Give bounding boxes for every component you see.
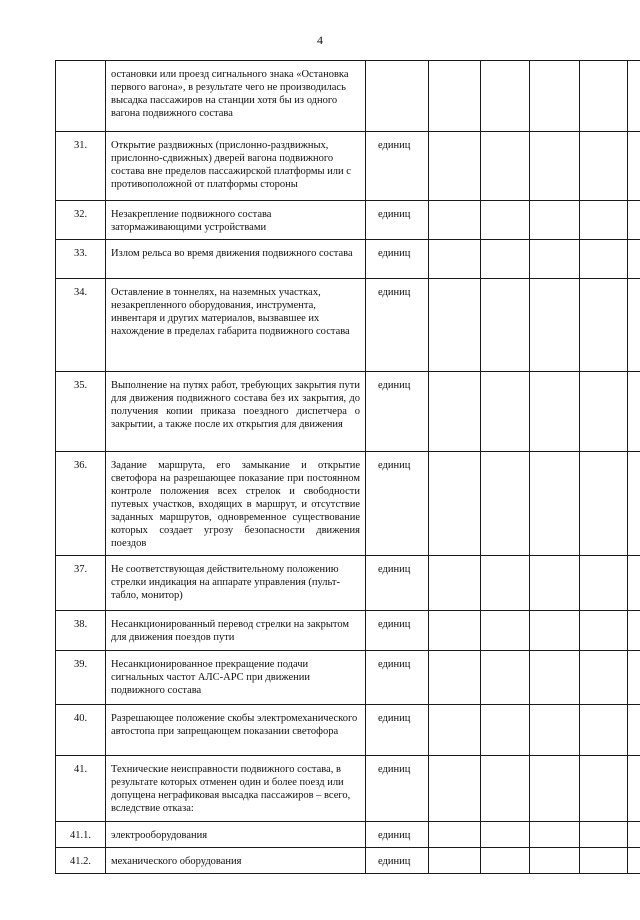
row-unit: единиц bbox=[366, 611, 429, 651]
empty-value-cell bbox=[530, 705, 580, 756]
row-number: 31. bbox=[56, 132, 106, 201]
empty-value-cell bbox=[481, 556, 530, 611]
empty-value-cell bbox=[628, 61, 640, 132]
empty-value-cell bbox=[580, 279, 628, 372]
table-row bbox=[56, 372, 640, 452]
empty-value-cell bbox=[481, 756, 530, 822]
empty-value-cell bbox=[530, 372, 580, 452]
empty-value-cell bbox=[628, 556, 640, 611]
row-description: Не соответствующая действительному положению стрелки индикация на аппарате управления (пульт-табло, монитор) bbox=[106, 556, 366, 611]
row-description: Несанкционированное прекращение подачи сигнальных частот АЛС-АРС при движении подвижного состава bbox=[106, 651, 366, 705]
row-number: 41.2. bbox=[56, 848, 106, 874]
empty-value-cell bbox=[429, 132, 481, 201]
empty-value-cell bbox=[429, 556, 481, 611]
empty-value-cell bbox=[580, 611, 628, 651]
empty-value-cell bbox=[429, 372, 481, 452]
row-number: 35. bbox=[56, 372, 106, 452]
empty-value-cell bbox=[530, 611, 580, 651]
empty-value-cell bbox=[481, 705, 530, 756]
empty-value-cell bbox=[481, 848, 530, 874]
row-number bbox=[56, 61, 106, 132]
table-row bbox=[56, 132, 640, 201]
empty-value-cell bbox=[429, 756, 481, 822]
row-description: механического оборудования bbox=[106, 848, 366, 874]
row-number: 38. bbox=[56, 611, 106, 651]
empty-value-cell bbox=[530, 279, 580, 372]
empty-value-cell bbox=[481, 132, 530, 201]
row-description: Излом рельса во время движения подвижного состава bbox=[106, 240, 366, 279]
empty-value-cell bbox=[429, 201, 481, 240]
table-row bbox=[56, 611, 640, 651]
empty-value-cell bbox=[481, 452, 530, 556]
empty-value-cell bbox=[628, 132, 640, 201]
row-unit: единиц bbox=[366, 556, 429, 611]
empty-value-cell bbox=[530, 61, 580, 132]
empty-value-cell bbox=[429, 279, 481, 372]
empty-value-cell bbox=[429, 705, 481, 756]
empty-value-cell bbox=[628, 611, 640, 651]
empty-value-cell bbox=[628, 651, 640, 705]
row-number: 41.1. bbox=[56, 822, 106, 848]
row-description: Задание маршрута, его замыкание и открытие светофора на разрешающее показание при постоянном контроле положения всех стрелок и свободности путевых участков, входящих в маршрут, и отсутствие заданных маршрутов, одновременное существование которых создает угрозу безопасности движения поездов bbox=[106, 452, 366, 556]
empty-value-cell bbox=[580, 201, 628, 240]
row-description: Оставление в тоннелях, на наземных участках, незакрепленного оборудования, инструмента, инвентаря и других материалов, вызвавшее их нахождение в пределах габарита подвижного состава bbox=[106, 279, 366, 372]
empty-value-cell bbox=[580, 240, 628, 279]
table-row bbox=[56, 452, 640, 556]
empty-value-cell bbox=[481, 61, 530, 132]
empty-value-cell bbox=[580, 132, 628, 201]
row-unit: единиц bbox=[366, 372, 429, 452]
row-number: 37. bbox=[56, 556, 106, 611]
empty-value-cell bbox=[580, 848, 628, 874]
empty-value-cell bbox=[580, 651, 628, 705]
row-description: электрооборудования bbox=[106, 822, 366, 848]
row-description: Незакрепление подвижного состава затормаживающими устройствами bbox=[106, 201, 366, 240]
row-description: Разрешающее положение скобы электромеханического автостопа при запрещающем показании светофора bbox=[106, 705, 366, 756]
empty-value-cell bbox=[429, 240, 481, 279]
row-unit: единиц bbox=[366, 201, 429, 240]
empty-value-cell bbox=[628, 756, 640, 822]
row-number: 34. bbox=[56, 279, 106, 372]
table-body bbox=[56, 61, 640, 874]
empty-value-cell bbox=[628, 279, 640, 372]
empty-value-cell bbox=[429, 452, 481, 556]
empty-value-cell bbox=[580, 756, 628, 822]
empty-value-cell bbox=[580, 372, 628, 452]
empty-value-cell bbox=[530, 822, 580, 848]
table-row bbox=[56, 201, 640, 240]
empty-value-cell bbox=[628, 848, 640, 874]
empty-value-cell bbox=[530, 240, 580, 279]
row-unit: единиц bbox=[366, 822, 429, 848]
empty-value-cell bbox=[580, 452, 628, 556]
empty-value-cell bbox=[481, 240, 530, 279]
row-description: Выполнение на путях работ, требующих закрытия пути для движения подвижного состава без их закрытия, до получения копии приказа поездного диспетчера о закрытии, а также после их открытия для движения bbox=[106, 372, 366, 452]
empty-value-cell bbox=[429, 651, 481, 705]
row-number: 36. bbox=[56, 452, 106, 556]
row-unit: единиц bbox=[366, 848, 429, 874]
page-number: 4 bbox=[317, 33, 323, 47]
row-unit bbox=[366, 61, 429, 132]
empty-value-cell bbox=[481, 611, 530, 651]
row-unit: единиц bbox=[366, 240, 429, 279]
empty-value-cell bbox=[429, 611, 481, 651]
empty-value-cell bbox=[530, 556, 580, 611]
table-row bbox=[56, 848, 640, 874]
empty-value-cell bbox=[628, 822, 640, 848]
row-unit: единиц bbox=[366, 705, 429, 756]
row-unit: единиц bbox=[366, 279, 429, 372]
empty-value-cell bbox=[530, 452, 580, 556]
empty-value-cell bbox=[580, 61, 628, 132]
empty-value-cell bbox=[530, 201, 580, 240]
empty-value-cell bbox=[481, 651, 530, 705]
empty-value-cell bbox=[530, 651, 580, 705]
row-unit: единиц bbox=[366, 132, 429, 201]
empty-value-cell bbox=[628, 240, 640, 279]
table-row bbox=[56, 651, 640, 705]
row-number: 32. bbox=[56, 201, 106, 240]
empty-value-cell bbox=[481, 201, 530, 240]
row-number: 40. bbox=[56, 705, 106, 756]
empty-value-cell bbox=[628, 705, 640, 756]
row-unit: единиц bbox=[366, 651, 429, 705]
table-row bbox=[56, 279, 640, 372]
row-number: 41. bbox=[56, 756, 106, 822]
table-row bbox=[56, 240, 640, 279]
table-row bbox=[56, 756, 640, 822]
row-unit: единиц bbox=[366, 452, 429, 556]
empty-value-cell bbox=[481, 822, 530, 848]
table-row bbox=[56, 705, 640, 756]
empty-value-cell bbox=[580, 556, 628, 611]
empty-value-cell bbox=[628, 372, 640, 452]
table-row bbox=[56, 556, 640, 611]
row-description: Открытие раздвижных (прислонно-раздвижных, прислонно-сдвижных) дверей вагона подвижного состава вне пределов пассажирской платформы или с противоположной от платформы стороны bbox=[106, 132, 366, 201]
empty-value-cell bbox=[580, 705, 628, 756]
row-description: остановки или проезд сигнального знака «Остановка первого вагона», в результате чего не производилась высадка пассажиров на станции хотя бы из одного вагона подвижного состава bbox=[106, 61, 366, 132]
empty-value-cell bbox=[628, 201, 640, 240]
report-table bbox=[55, 60, 640, 874]
row-description: Несанкционированный перевод стрелки на закрытом для движения поездов пути bbox=[106, 611, 366, 651]
empty-value-cell bbox=[481, 279, 530, 372]
table-row bbox=[56, 822, 640, 848]
row-unit: единиц bbox=[366, 756, 429, 822]
empty-value-cell bbox=[628, 452, 640, 556]
empty-value-cell bbox=[580, 822, 628, 848]
empty-value-cell bbox=[530, 848, 580, 874]
empty-value-cell bbox=[429, 822, 481, 848]
row-number: 33. bbox=[56, 240, 106, 279]
empty-value-cell bbox=[530, 756, 580, 822]
empty-value-cell bbox=[530, 132, 580, 201]
empty-value-cell bbox=[481, 372, 530, 452]
empty-value-cell bbox=[429, 61, 481, 132]
row-number: 39. bbox=[56, 651, 106, 705]
row-description: Технические неисправности подвижного состава, в результате которых отменен один и более поезд или допущена неграфиковая высадка пассажиров – всего, вследствие отказа: bbox=[106, 756, 366, 822]
empty-value-cell bbox=[429, 848, 481, 874]
table-row bbox=[56, 61, 640, 132]
